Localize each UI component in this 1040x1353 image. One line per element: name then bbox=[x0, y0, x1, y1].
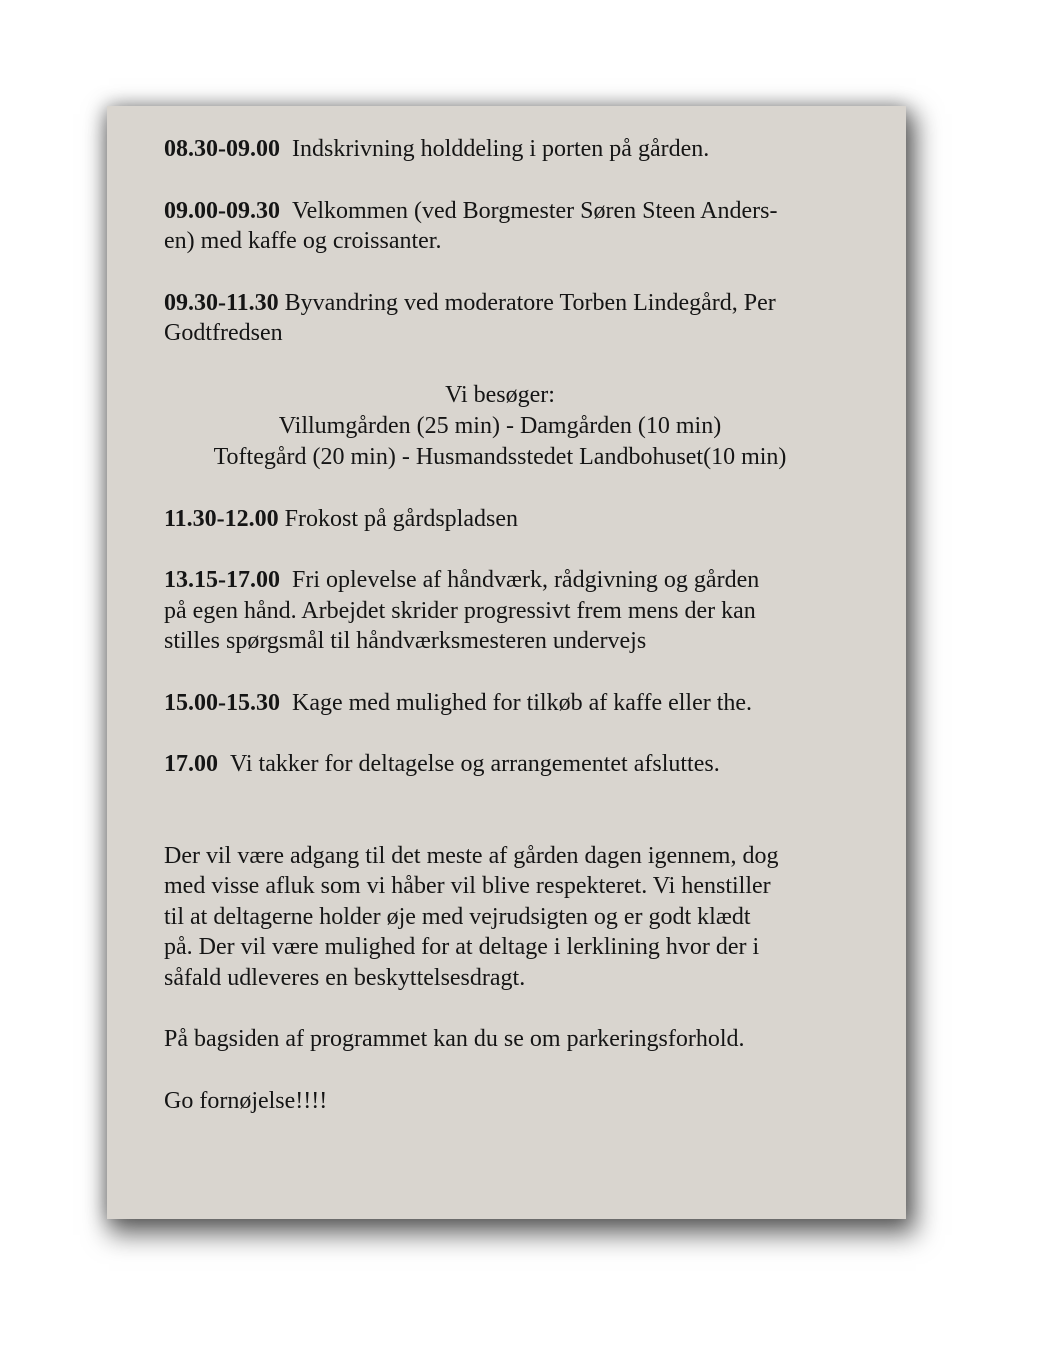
parking-note: På bagsiden af programmet kan du se om parkeringsforhold. bbox=[164, 1026, 745, 1052]
schedule-entry bbox=[164, 196, 826, 257]
spacer bbox=[164, 811, 826, 841]
schedule-entry bbox=[164, 565, 826, 657]
schedule-entry bbox=[164, 504, 826, 535]
access-note: Der vil være adgang til det meste af gården dagen igennem, dog med visse afluk som vi håber vil blive respekteret. Vi henstiller til at deltagerne holder øje med vejrudsigten og er godt klædt på. Der vil være mulighed for at deltage i lerklining hvor der i såfald udleveres en beskyttelsesdragt. bbox=[164, 842, 779, 991]
schedule-text: Byvandring ved moderatore Torben Lindegård, Per Godtfredsen bbox=[164, 289, 776, 346]
schedule-time: 08.30-09.00 bbox=[164, 136, 280, 162]
schedule-time: 15.00-15.30 bbox=[164, 689, 280, 716]
schedule-entry bbox=[164, 688, 826, 719]
schedule-text: Frokost på gårdspladsen bbox=[284, 505, 518, 532]
visits-line: Villumgården (25 min) - Damgården (10 min) bbox=[278, 412, 722, 439]
schedule-text: Kage med mulighed for tilkøb af kaffe eller the. bbox=[292, 689, 753, 716]
schedule-time: 11.30-12.00 bbox=[164, 505, 279, 532]
visits-heading: Vi besøger: bbox=[445, 381, 555, 408]
schedule-entry bbox=[164, 288, 826, 349]
schedule-text: Velkommen (ved Borgmester Søren Steen Anders- en) med kaffe og croissanter. bbox=[164, 197, 778, 254]
schedule-time: 09.00-09.30 bbox=[164, 197, 280, 224]
visits-block bbox=[164, 380, 826, 473]
schedule-time: 09.30-11.30 bbox=[164, 289, 279, 316]
schedule-text: Fri oplevelse af håndværk, rådgivning og gården på egen hånd. Arbejdet skrider progressivt frem mens der kan stilles spørgsmål til håndværksmesteren undervejs bbox=[164, 567, 760, 654]
schedule-text: Indskrivning holddeling i porten på gården. bbox=[292, 136, 710, 162]
schedule-text: Vi takker for deltagelse og arrangementet afsluttes. bbox=[230, 751, 720, 777]
closing-note: Go fornøjelse!!!! bbox=[164, 1087, 328, 1114]
schedule-time: 13.15-17.00 bbox=[164, 567, 280, 593]
schedule-entry bbox=[164, 749, 826, 780]
schedule-entry bbox=[164, 134, 826, 165]
visits-line: Toftegård (20 min) - Husmandsstedet Landbohuset(10 min) bbox=[213, 443, 787, 470]
program-page bbox=[107, 106, 906, 1219]
schedule-time: 17.00 bbox=[164, 751, 218, 777]
